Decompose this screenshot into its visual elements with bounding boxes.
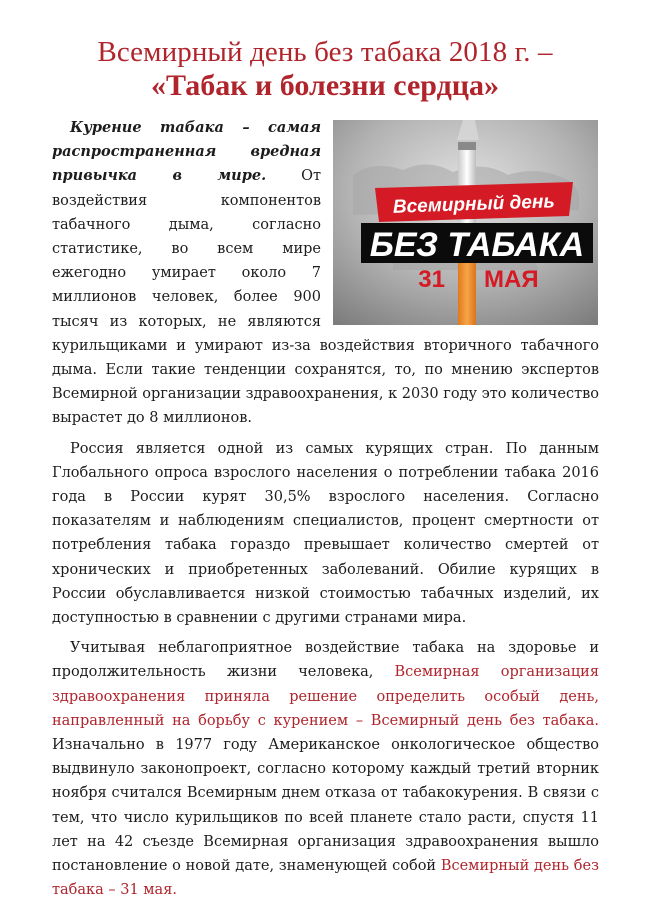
paragraph-1-text: От воздействия компонентов табачного дыма, согласно статистике, во всем мире ежегодно умирает около 7 миллионов человек, более 900 тысяч из которых, не являются курильщиками и умирают из-за воздействия вторичного табачного дыма. Если такие тенденции сохранятся, то, по мнению экспертов Всемирной организации здравоохранения, к 2030 году это количество вырастет до 8 миллионов. [52,168,600,427]
paragraph-3-text-a: Учитывая неблагоприятное воздействие табака на здоровье и продолжительность жизни человека, [52,640,599,681]
paragraph-3 [52,636,599,902]
paragraph-2: Россия является одной из самых курящих стран. По данным Глобального опроса взрослого населения о потреблении табака 2016 года в России курят 30,5% взрослого населения. Согласно показателям и наблюдениям специалистов, процент смертности от потребления табака гораздо превышает количество смертей от хронических и приобретенных заболеваний. Обилие курящих в России обуславливается низкой стоимостью табачных изделий, их доступностью в сравнении с другими странами мира. [52,440,599,627]
paragraph-3-text-b: Изначально в 1977 году Американское онкологическое общество выдвинуло законопроект, согласно которому каждый третий вторник ноября считался Всемирным днем отказа от табакокурения. В связи с тем, что число курильщиков по всей планете стало расти, спустя 11 лет на 42 съезде Всемирная организация здравоохранения вышло постановление о новой дате, знаменующей собой [52,737,599,875]
banner-line-2: БЕЗ ТАБАКА [369,226,585,264]
banner-date-month: МАЯ [484,266,539,293]
highlight-who-decision: Всемирная организация здравоохранения приняла решение определить особый день, направленный на борьбу с курением – Всемирный день без табака. [52,664,599,729]
title-line-1: Всемирный день без табака 2018 г. – [97,36,553,68]
page-title [20,36,630,104]
title-line-2: «Табак и болезни сердца» [150,69,500,102]
highlight-may-31: Всемирный день без табака – 31 мая. [52,858,599,899]
banner-line-1: Всемирный день [392,191,556,218]
lead-sentence: Курение табака – самая распространенная вредная привычка в мире. [52,119,321,185]
article-body [52,116,599,903]
banner-date-number: 31 [418,266,445,293]
